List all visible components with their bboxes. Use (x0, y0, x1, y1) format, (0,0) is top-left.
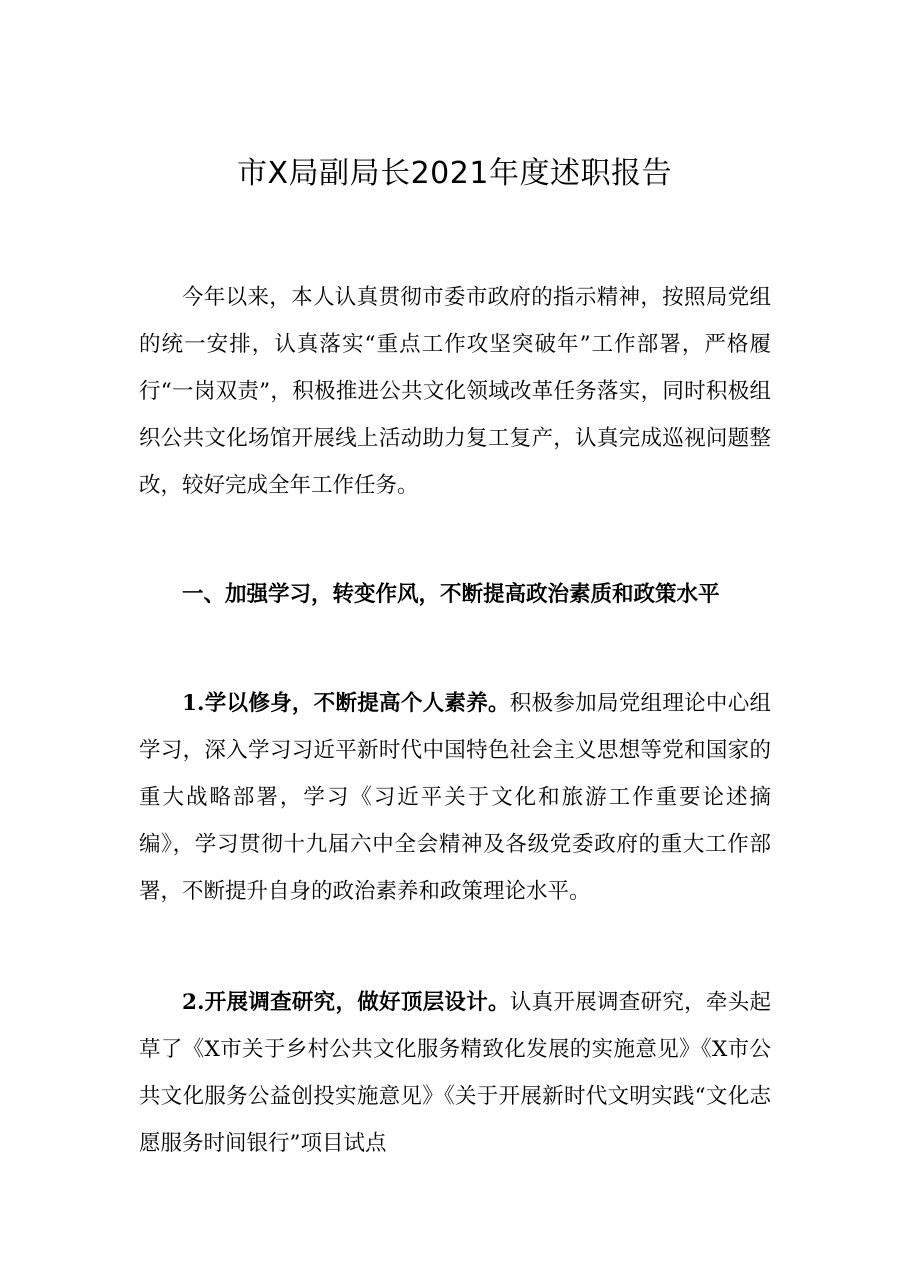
section-heading (139, 571, 771, 618)
intro-text: 今年以来，本人认真贯彻市委市政府的指示精神，按照局党组的统一安排，认真落实“重点工作攻坚突破年”工作部署，严格履行“一岗双责”，积极推进公共文化领域改革任务落实，同时积极组织公共文化场馆开展线上活动助力复工复产，认真完成巡视问题整改，较好完成全年工作任务。 (139, 285, 771, 498)
item-1-lead: 1.学以修身，不断提高个人素养。 (182, 691, 510, 716)
document-title: 市X局副局长2021年度述职报告 (237, 156, 672, 191)
item-2-lead: 2.开展调查研究，做好顶层设计。 (182, 990, 510, 1015)
item-1-text: 积极参加局党组理论中心组学习，深入学习习近平新时代中国特色社会主义思想等党和国家的重大战略部署，学习《习近平关于文化和旅游工作重要论述摘编》，学习贯彻十九届六中全会精神及各级党委政府的重大工作部署，不断提升自身的政治素养和政策理论水平。 (139, 691, 771, 904)
item-1-paragraph (139, 680, 771, 915)
item-2-paragraph (139, 979, 771, 1167)
section-1-heading: 一、加强学习，转变作风，不断提高政治素质和政策水平 (182, 582, 720, 607)
item-2-text: 认真开展调查研究，牵头起草了《X市关于乡村公共文化服务精致化发展的实施意见》《X市公共文化服务公益创投实施意见》《关于开展新时代文明实践“文化志愿服务时间银行”项目试点 (139, 990, 771, 1156)
intro-paragraph (139, 274, 771, 509)
